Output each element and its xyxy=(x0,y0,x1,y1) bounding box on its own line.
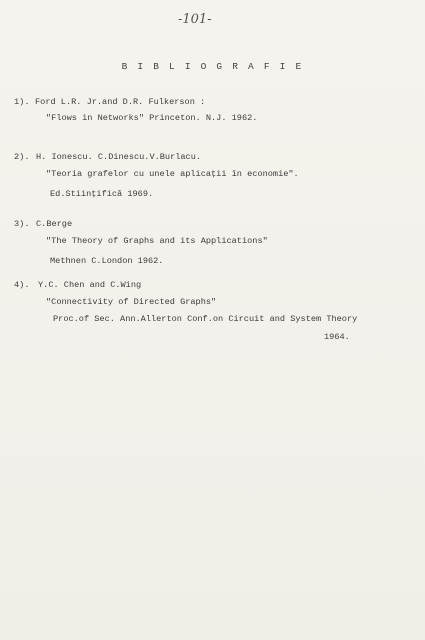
ref-4-number: 4). xyxy=(14,280,30,290)
ref-3-authors: C.Berge xyxy=(36,219,73,229)
ref-4-publisher: Proc.of Sec. Ann.Allerton Conf.on Circuit and System Theory xyxy=(53,314,358,324)
ref-4-year: 1964. xyxy=(324,332,350,342)
ref-1-work: "Flows in Networks" Princeton. N.J. 1962. xyxy=(46,113,258,123)
ref-1-authors: Ford L.R. Jr.and D.R. Fulkerson : xyxy=(35,97,206,107)
ref-1-number: 1). xyxy=(14,97,30,107)
ref-2-work: "Teoria grafelor cu unele aplicații în economie". xyxy=(46,169,299,179)
ref-2-publisher: Ed.Stiințifică 1969. xyxy=(50,189,154,199)
ref-3-publisher: Methnen C.London 1962. xyxy=(50,256,164,266)
ref-2-number: 2). xyxy=(14,152,30,162)
ref-4-work: "Connectivity of Directed Graphs" xyxy=(46,297,217,307)
page-number: -101- xyxy=(178,12,212,27)
ref-3-work: "The Theory of Graphs and its Applications" xyxy=(46,236,268,246)
bibliography-title: B I B L I O G R A F I E xyxy=(121,61,304,72)
ref-2-authors: H. Ionescu. C.Dinescu.V.Burlacu. xyxy=(36,152,202,162)
ref-4-authors: Y.C. Chen and C.Wing xyxy=(38,280,142,290)
ref-3-number: 3). xyxy=(14,219,30,229)
